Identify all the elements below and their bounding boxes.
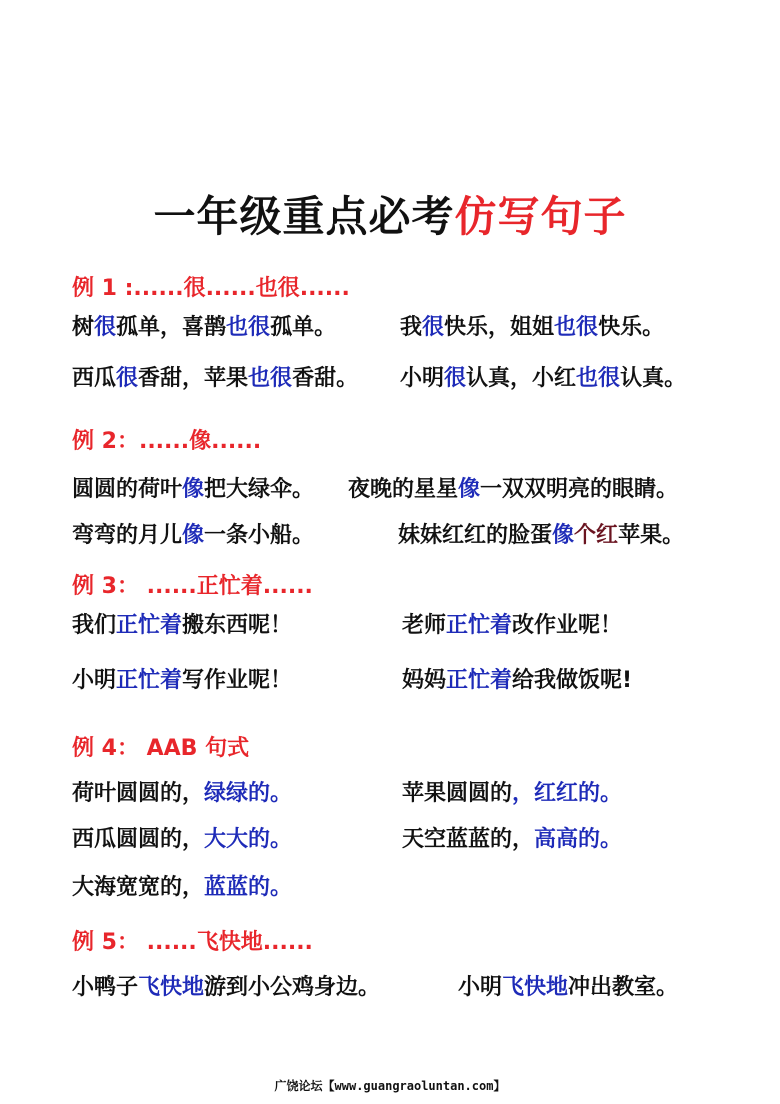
keyword-text: 像 — [552, 523, 575, 548]
keyword-text: 像 — [182, 477, 205, 502]
sentence — [398, 518, 684, 549]
sentence-text: 小鸭子 — [72, 975, 139, 1000]
keyword-text: 很 — [422, 315, 445, 340]
sentence-text: 我们 — [72, 613, 117, 638]
keyword-text: 也很 — [554, 315, 599, 340]
sentence-text: 小明 — [72, 668, 117, 693]
sentence-text: 快乐。 — [598, 315, 665, 340]
keyword-text: 也很 — [226, 315, 271, 340]
sentence — [72, 970, 380, 1001]
example-heading-4: 例 4： AAB 句式 — [72, 736, 250, 761]
sentence — [72, 822, 292, 853]
sentence-text: 个 — [574, 523, 597, 548]
sentence — [402, 776, 622, 807]
sentence-text: 香甜，苹果 — [138, 366, 249, 391]
sentence-text: 一双双明亮的眼睛。 — [480, 477, 679, 502]
sentence-text: 红 — [596, 523, 619, 548]
footer-watermark — [0, 1077, 780, 1094]
sentence-text: 妈妈 — [402, 668, 447, 693]
sentence — [458, 970, 678, 1001]
keyword-text: 绿绿的。 — [204, 781, 293, 806]
sentence-text: 树 — [72, 315, 95, 340]
sentence-text: 老师 — [402, 613, 447, 638]
page-title — [0, 184, 780, 244]
sentence — [72, 776, 292, 807]
sentence-text: 圆圆的荷叶 — [72, 477, 183, 502]
sentence-text: 游到小公鸡身边。 — [204, 975, 381, 1000]
sentence-text: 小明 — [400, 366, 445, 391]
sentence-text: 弯弯的月儿 — [72, 523, 183, 548]
sentence-text: 给我做饭呢! — [512, 668, 633, 693]
keyword-text: 很 — [444, 366, 467, 391]
sentence-text: 西瓜 — [72, 366, 117, 391]
keyword-text: 大大的。 — [204, 827, 293, 852]
footer-url[interactable]: www.guangraoluntan.com — [334, 1079, 494, 1093]
keyword-text: 也很 — [248, 366, 293, 391]
sentence-text: 写作业呢！ — [182, 668, 293, 693]
sentence — [72, 310, 336, 341]
sentence-text: 】 — [493, 1079, 506, 1093]
sentence-text: 认真。 — [620, 366, 687, 391]
sentence — [348, 472, 678, 503]
sentence — [72, 518, 314, 549]
sentence-text: 搬东西呢！ — [182, 613, 293, 638]
sentence-text: 我 — [400, 315, 423, 340]
example-heading-3: 例 3： ......正忙着...... — [72, 574, 313, 599]
title-red: 仿写句子 — [454, 192, 627, 241]
sentence — [400, 310, 664, 341]
sentence-text: 小明 — [458, 975, 503, 1000]
sentence-text: 孤单，喜鹊 — [116, 315, 227, 340]
sentence-text: 大海宽宽的， — [72, 875, 205, 900]
sentence-text: 把大绿伞。 — [204, 477, 315, 502]
sentence — [402, 663, 632, 694]
sentence-text: 天空蓝蓝的， — [402, 827, 535, 852]
title-black: 一年级重点必考 — [153, 192, 455, 241]
keyword-text: 正忙着 — [446, 668, 513, 693]
keyword-text: 正忙着 — [116, 668, 183, 693]
sentence-text: 广饶论坛【 — [274, 1079, 335, 1093]
keyword-text: 像 — [458, 477, 481, 502]
example-heading-2: 例 2：......像...... — [72, 429, 262, 454]
keyword-text: 高高的。 — [534, 827, 623, 852]
sentence — [72, 472, 314, 503]
keyword-text: 正忙着 — [446, 613, 513, 638]
sentence-text: 荷叶圆圆的， — [72, 781, 205, 806]
sentence-text: 改作业呢！ — [512, 613, 623, 638]
sentence-text: 认真，小红 — [466, 366, 577, 391]
keyword-text: 像 — [182, 523, 205, 548]
sentence — [72, 608, 292, 639]
sentence-text: 夜晚的星星 — [348, 477, 459, 502]
sentence-text: 苹果圆圆的 — [402, 781, 513, 806]
keyword-text: 蓝蓝的。 — [204, 875, 293, 900]
sentence-text: 苹果。 — [618, 523, 685, 548]
sentence — [72, 663, 292, 694]
keyword-text: 正忙着 — [116, 613, 183, 638]
sentence — [400, 361, 686, 392]
example-heading-5: 例 5： ......飞快地...... — [72, 930, 313, 955]
sentence — [402, 822, 622, 853]
keyword-text: 飞快地 — [502, 975, 569, 1000]
sentence-text: 孤单。 — [270, 315, 337, 340]
sentence-text: 妹妹红红的脸蛋 — [398, 523, 553, 548]
keyword-text: 很 — [116, 366, 139, 391]
keyword-text: ，红红的。 — [512, 781, 623, 806]
sentence-text: 香甜。 — [292, 366, 359, 391]
sentence-text: 一条小船。 — [204, 523, 315, 548]
sentence-text: 快乐，姐姐 — [444, 315, 555, 340]
sentence — [72, 361, 358, 392]
keyword-text: 很 — [94, 315, 117, 340]
sentence — [72, 870, 292, 901]
sentence — [402, 608, 622, 639]
sentence-text: 西瓜圆圆的， — [72, 827, 205, 852]
example-heading-1: 例 1 :......很......也很...... — [72, 276, 350, 301]
sentence-text: 冲出教室。 — [568, 975, 679, 1000]
keyword-text: 也很 — [576, 366, 621, 391]
keyword-text: 飞快地 — [138, 975, 205, 1000]
